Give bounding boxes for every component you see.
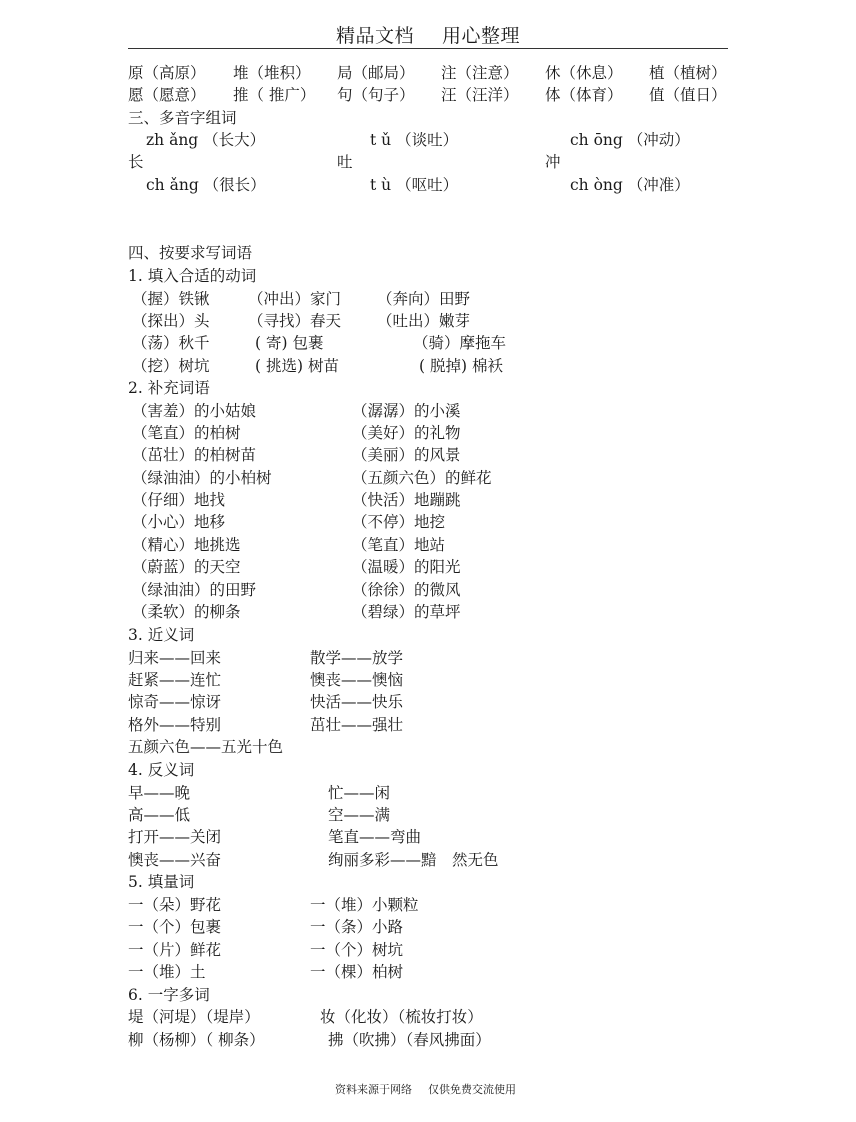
compare-word: 原（高原） xyxy=(128,64,206,82)
synonym-pair: 散学——放学 xyxy=(310,649,404,667)
polyphone-reading: ch ǎng （很长） xyxy=(146,176,266,194)
measure-word: 一（个）树坑 xyxy=(310,941,404,959)
synonym-pair: 五颜六色——五光十色 xyxy=(128,738,284,756)
polyphone-reading: zh ǎng （长大） xyxy=(146,131,266,149)
compare-word: 值（值日） xyxy=(649,86,727,104)
verb-phrase: （冲出）家门 xyxy=(248,290,342,308)
antonym-pair: 打开——关闭 xyxy=(128,828,222,846)
antonym-pair: 高——低 xyxy=(128,806,191,824)
antonym-pair: 懊丧——兴奋 xyxy=(128,851,222,869)
synonym-pair: 茁壮——强壮 xyxy=(310,716,404,734)
measure-word: 一（堆）小颗粒 xyxy=(310,896,419,914)
part-3-title: 3. 近义词 xyxy=(128,626,195,644)
phrase: （笔直）地站 xyxy=(352,536,446,554)
header-left: 精品文档 xyxy=(336,25,415,47)
header-right: 用心整理 xyxy=(442,25,521,47)
phrase: （柔软）的柳条 xyxy=(132,603,241,621)
phrase: （美丽）的风景 xyxy=(352,446,461,464)
phrase: （小心）地移 xyxy=(132,513,226,531)
phrase: （五颜六色）的鲜花 xyxy=(352,469,492,487)
compare-word: 汪（汪洋） xyxy=(441,86,519,104)
phrase: （快活）地蹦跳 xyxy=(352,491,461,509)
compare-word: 植（植树） xyxy=(649,64,727,82)
antonym-pair: 绚丽多彩——黯 然无色 xyxy=(328,851,499,869)
compare-word: 体（体育） xyxy=(545,86,623,104)
section-3-title: 三、多音字组词 xyxy=(128,109,237,127)
phrase: （不停）地挖 xyxy=(352,513,446,531)
compare-word: 局（邮局） xyxy=(337,64,415,82)
verb-phrase: （寻找）春天 xyxy=(248,312,342,330)
phrase: （蔚蓝）的天空 xyxy=(132,558,241,576)
measure-word: 一（堆）土 xyxy=(128,963,206,981)
multi-word: 妆（化妆）（梳妆打妆） xyxy=(320,1008,483,1026)
part-6-title: 6. 一字多词 xyxy=(128,986,210,1004)
part-1-title: 1. 填入合适的动词 xyxy=(128,267,257,285)
verb-phrase: ( 脱掉) 棉袄 xyxy=(419,357,503,375)
compare-word: 句（句子） xyxy=(337,86,415,104)
polyphone-reading: ch ōng （冲动） xyxy=(570,131,690,149)
synonym-pair: 懊丧——懊恼 xyxy=(310,671,404,689)
phrase: （精心）地挑选 xyxy=(132,536,241,554)
multi-word: 堤（河堤）（堤岸） xyxy=(128,1008,260,1026)
footer-right: 仅供免费交流使用 xyxy=(428,1083,516,1096)
phrase: （潺潺）的小溪 xyxy=(352,402,461,420)
multi-word: 拂（吹拂）（春风拂面） xyxy=(328,1031,491,1049)
antonym-pair: 早——晚 xyxy=(128,784,191,802)
part-5-title: 5. 填量词 xyxy=(128,873,195,891)
polyphone-reading: t ù （呕吐） xyxy=(370,176,459,194)
compare-word: 推（ 推广） xyxy=(233,86,316,104)
phrase: （徐徐）的微风 xyxy=(352,581,461,599)
measure-word: 一（条）小路 xyxy=(310,918,404,936)
measure-word: 一（个）包裹 xyxy=(128,918,222,936)
phrase: （茁壮）的柏树苗 xyxy=(132,446,257,464)
antonym-pair: 忙——闲 xyxy=(328,784,391,802)
part-4-title: 4. 反义词 xyxy=(128,761,195,779)
compare-word: 注（注意） xyxy=(441,64,519,82)
measure-word: 一（片）鲜花 xyxy=(128,941,222,959)
measure-word: 一（棵）柏树 xyxy=(310,963,404,981)
polyphone-char: 吐 xyxy=(337,153,353,171)
phrase: （碧绿）的草坪 xyxy=(352,603,461,621)
compare-word: 堆（堆积） xyxy=(233,64,311,82)
page-header xyxy=(336,21,520,48)
measure-word: 一（朵）野花 xyxy=(128,896,222,914)
verb-phrase: ( 挑选) 树苗 xyxy=(255,357,339,375)
header-divider xyxy=(128,48,728,49)
footer-left: 资料来源于网络 xyxy=(335,1083,412,1096)
antonym-pair: 空——满 xyxy=(328,806,391,824)
verb-phrase: （探出）头 xyxy=(132,312,210,330)
verb-phrase: （奔向）田野 xyxy=(377,290,471,308)
verb-phrase: （荡）秋千 xyxy=(132,334,210,352)
phrase: （绿油油）的小柏树 xyxy=(132,469,272,487)
phrase: （绿油油）的田野 xyxy=(132,581,257,599)
multi-word: 柳（杨柳）（ 柳条） xyxy=(128,1031,265,1049)
verb-phrase: （挖）树坑 xyxy=(132,357,210,375)
verb-phrase: ( 寄) 包裹 xyxy=(255,334,324,352)
polyphone-reading: ch òng （冲准） xyxy=(570,176,690,194)
phrase: （笔直）的柏树 xyxy=(132,424,241,442)
verb-phrase: （握）铁锹 xyxy=(132,290,210,308)
antonym-pair: 笔直——弯曲 xyxy=(328,828,422,846)
synonym-pair: 惊奇——惊讶 xyxy=(128,693,222,711)
synonym-pair: 赶紧——连忙 xyxy=(128,671,222,689)
verb-phrase: （吐出）嫩芽 xyxy=(377,312,471,330)
part-2-title: 2. 补充词语 xyxy=(128,379,210,397)
polyphone-reading: t ǔ （谈吐） xyxy=(370,131,459,149)
compare-word: 愿（愿意） xyxy=(128,86,206,104)
phrase: （害羞）的小姑娘 xyxy=(132,402,257,420)
phrase: （美好）的礼物 xyxy=(352,424,461,442)
section-4-title: 四、按要求写词语 xyxy=(128,244,253,262)
synonym-pair: 归来——回来 xyxy=(128,649,222,667)
compare-word: 休（休息） xyxy=(545,64,623,82)
phrase: （温暖）的阳光 xyxy=(352,558,461,576)
polyphone-char: 长 xyxy=(128,153,144,171)
synonym-pair: 格外——特别 xyxy=(128,716,222,734)
verb-phrase: （骑）摩拖车 xyxy=(413,334,507,352)
polyphone-char: 冲 xyxy=(545,153,561,171)
synonym-pair: 快活——快乐 xyxy=(310,693,404,711)
page-footer xyxy=(335,1081,516,1097)
phrase: （仔细）地找 xyxy=(132,491,226,509)
